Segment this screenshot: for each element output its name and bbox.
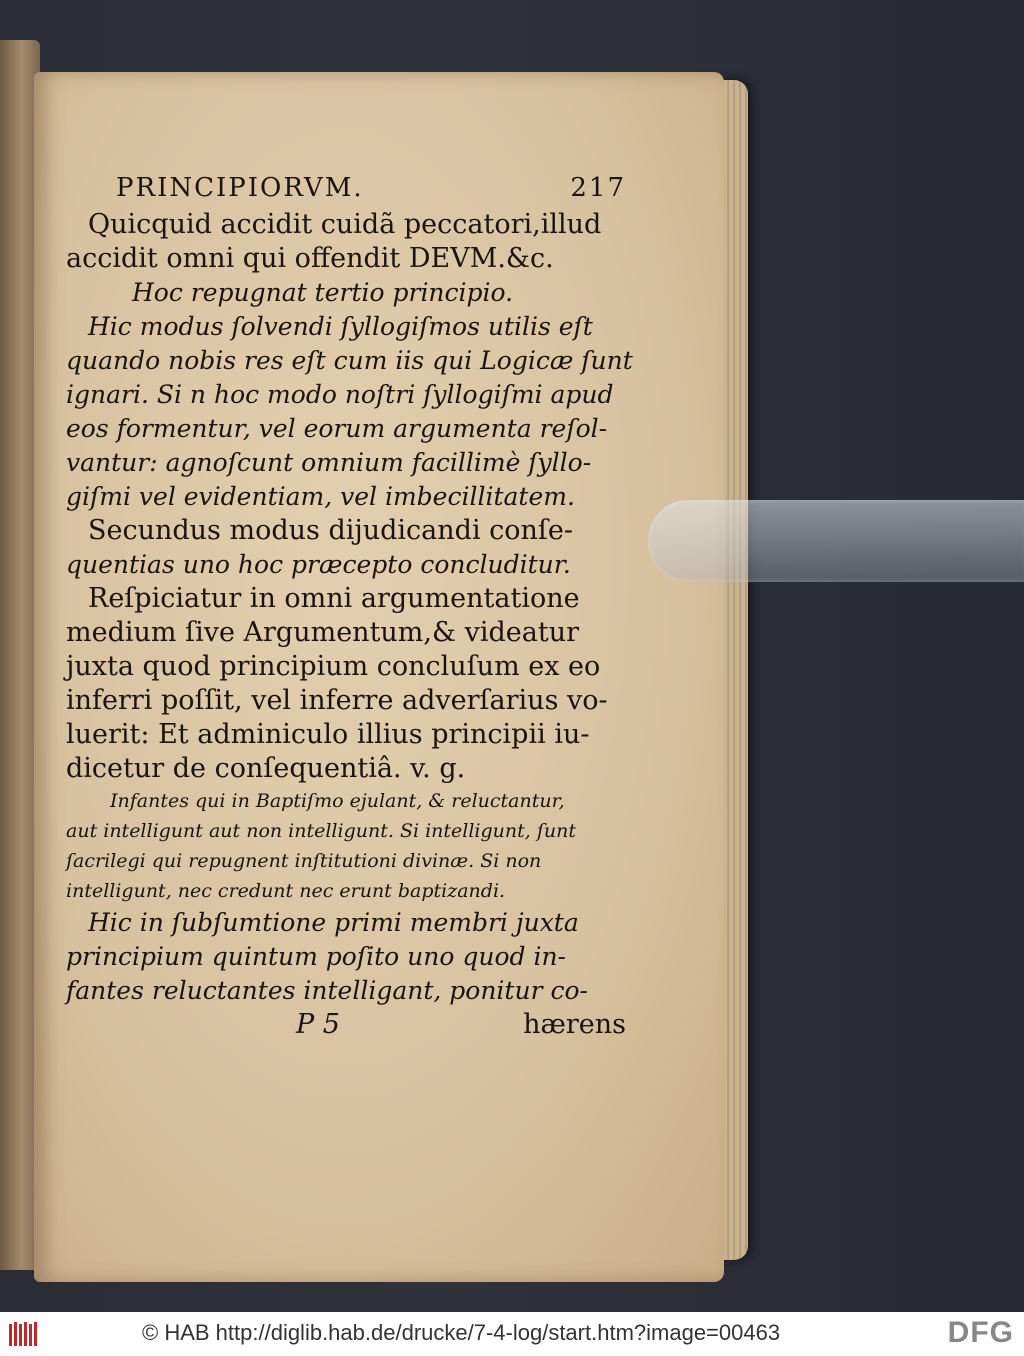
text-line: Quicquid accidit cuidã peccatori,illud	[88, 209, 602, 240]
text-line: juxta quod principium concluſum ex eo	[66, 651, 601, 682]
text-line: giſmi vel evidentiam, vel imbecillitatem.	[66, 482, 575, 511]
running-head: PRINCIPIORVM.	[116, 173, 364, 203]
text-line: medium ſive Argumentum,& videatur	[66, 617, 579, 648]
text-line: Hic modus ſolvendi ſyllogiſmos utilis eſt	[88, 312, 593, 341]
text-line: aut intelligunt aut non intelligunt. Si intelligunt, ſunt	[66, 820, 576, 842]
text-line: quando nobis res eſt cum iis qui Logicæ ſunt	[66, 346, 633, 375]
signature-line	[66, 1008, 626, 1042]
text-line: Hoc repugnat tertio principio.	[132, 278, 514, 307]
page-number: 217	[570, 173, 626, 203]
text-line: intelligunt, nec credunt nec erunt baptizandi.	[66, 880, 506, 902]
glass-clamp	[648, 500, 1024, 582]
text-line: fantes reluctantes intelligant, ponitur co-	[66, 976, 588, 1005]
text-line: dicetur de conſequentiâ. v. g.	[66, 753, 466, 784]
text-lines	[66, 208, 633, 1008]
text-line: quentias uno hoc præcepto concluditur.	[66, 550, 571, 579]
text-line: Reſpiciatur in omni argumentatione	[88, 583, 580, 614]
running-header	[66, 168, 626, 208]
text-line: luerit: Et adminiculo illius principii iu-	[66, 719, 590, 750]
catchword: hærens	[523, 1009, 626, 1040]
copyright-link[interactable]: © HAB http://diglib.hab.de/drucke/7-4-log/start.htm?image=00463	[142, 1320, 781, 1345]
dfg-logo: DFG	[947, 1316, 1014, 1349]
signature-mark: P 5	[296, 1009, 340, 1040]
text-line: Infantes qui in Baptiſmo ejulant, & reluctantur,	[110, 790, 565, 812]
text-line: ignari. Si n hoc modo noſtri ſyllogiſmi apud	[66, 380, 614, 409]
text-line: Secundus modus dijudicandi conſe-	[88, 515, 574, 546]
text-line: ſacrilegi qui repugnent inſtitutioni divinæ. Si non	[66, 850, 542, 872]
hab-logo-icon	[8, 1320, 42, 1348]
text-line: Hic in ſubſumtione primi membri juxta	[88, 908, 579, 937]
text-line: eos formentur, vel eorum argumenta reſol-	[66, 414, 608, 443]
text-line: accidit omni qui offendit DEVM.&c.	[66, 243, 554, 274]
viewer-footer	[0, 1312, 1024, 1356]
text-line: vantur: agnoſcunt omnium facillimè ſyllo-	[66, 448, 592, 477]
page-text	[66, 168, 633, 1042]
text-line: inferri poſſit, vel inferre adverſarius vo-	[66, 685, 608, 716]
text-line: principium quintum poſito uno quod in-	[66, 942, 566, 971]
